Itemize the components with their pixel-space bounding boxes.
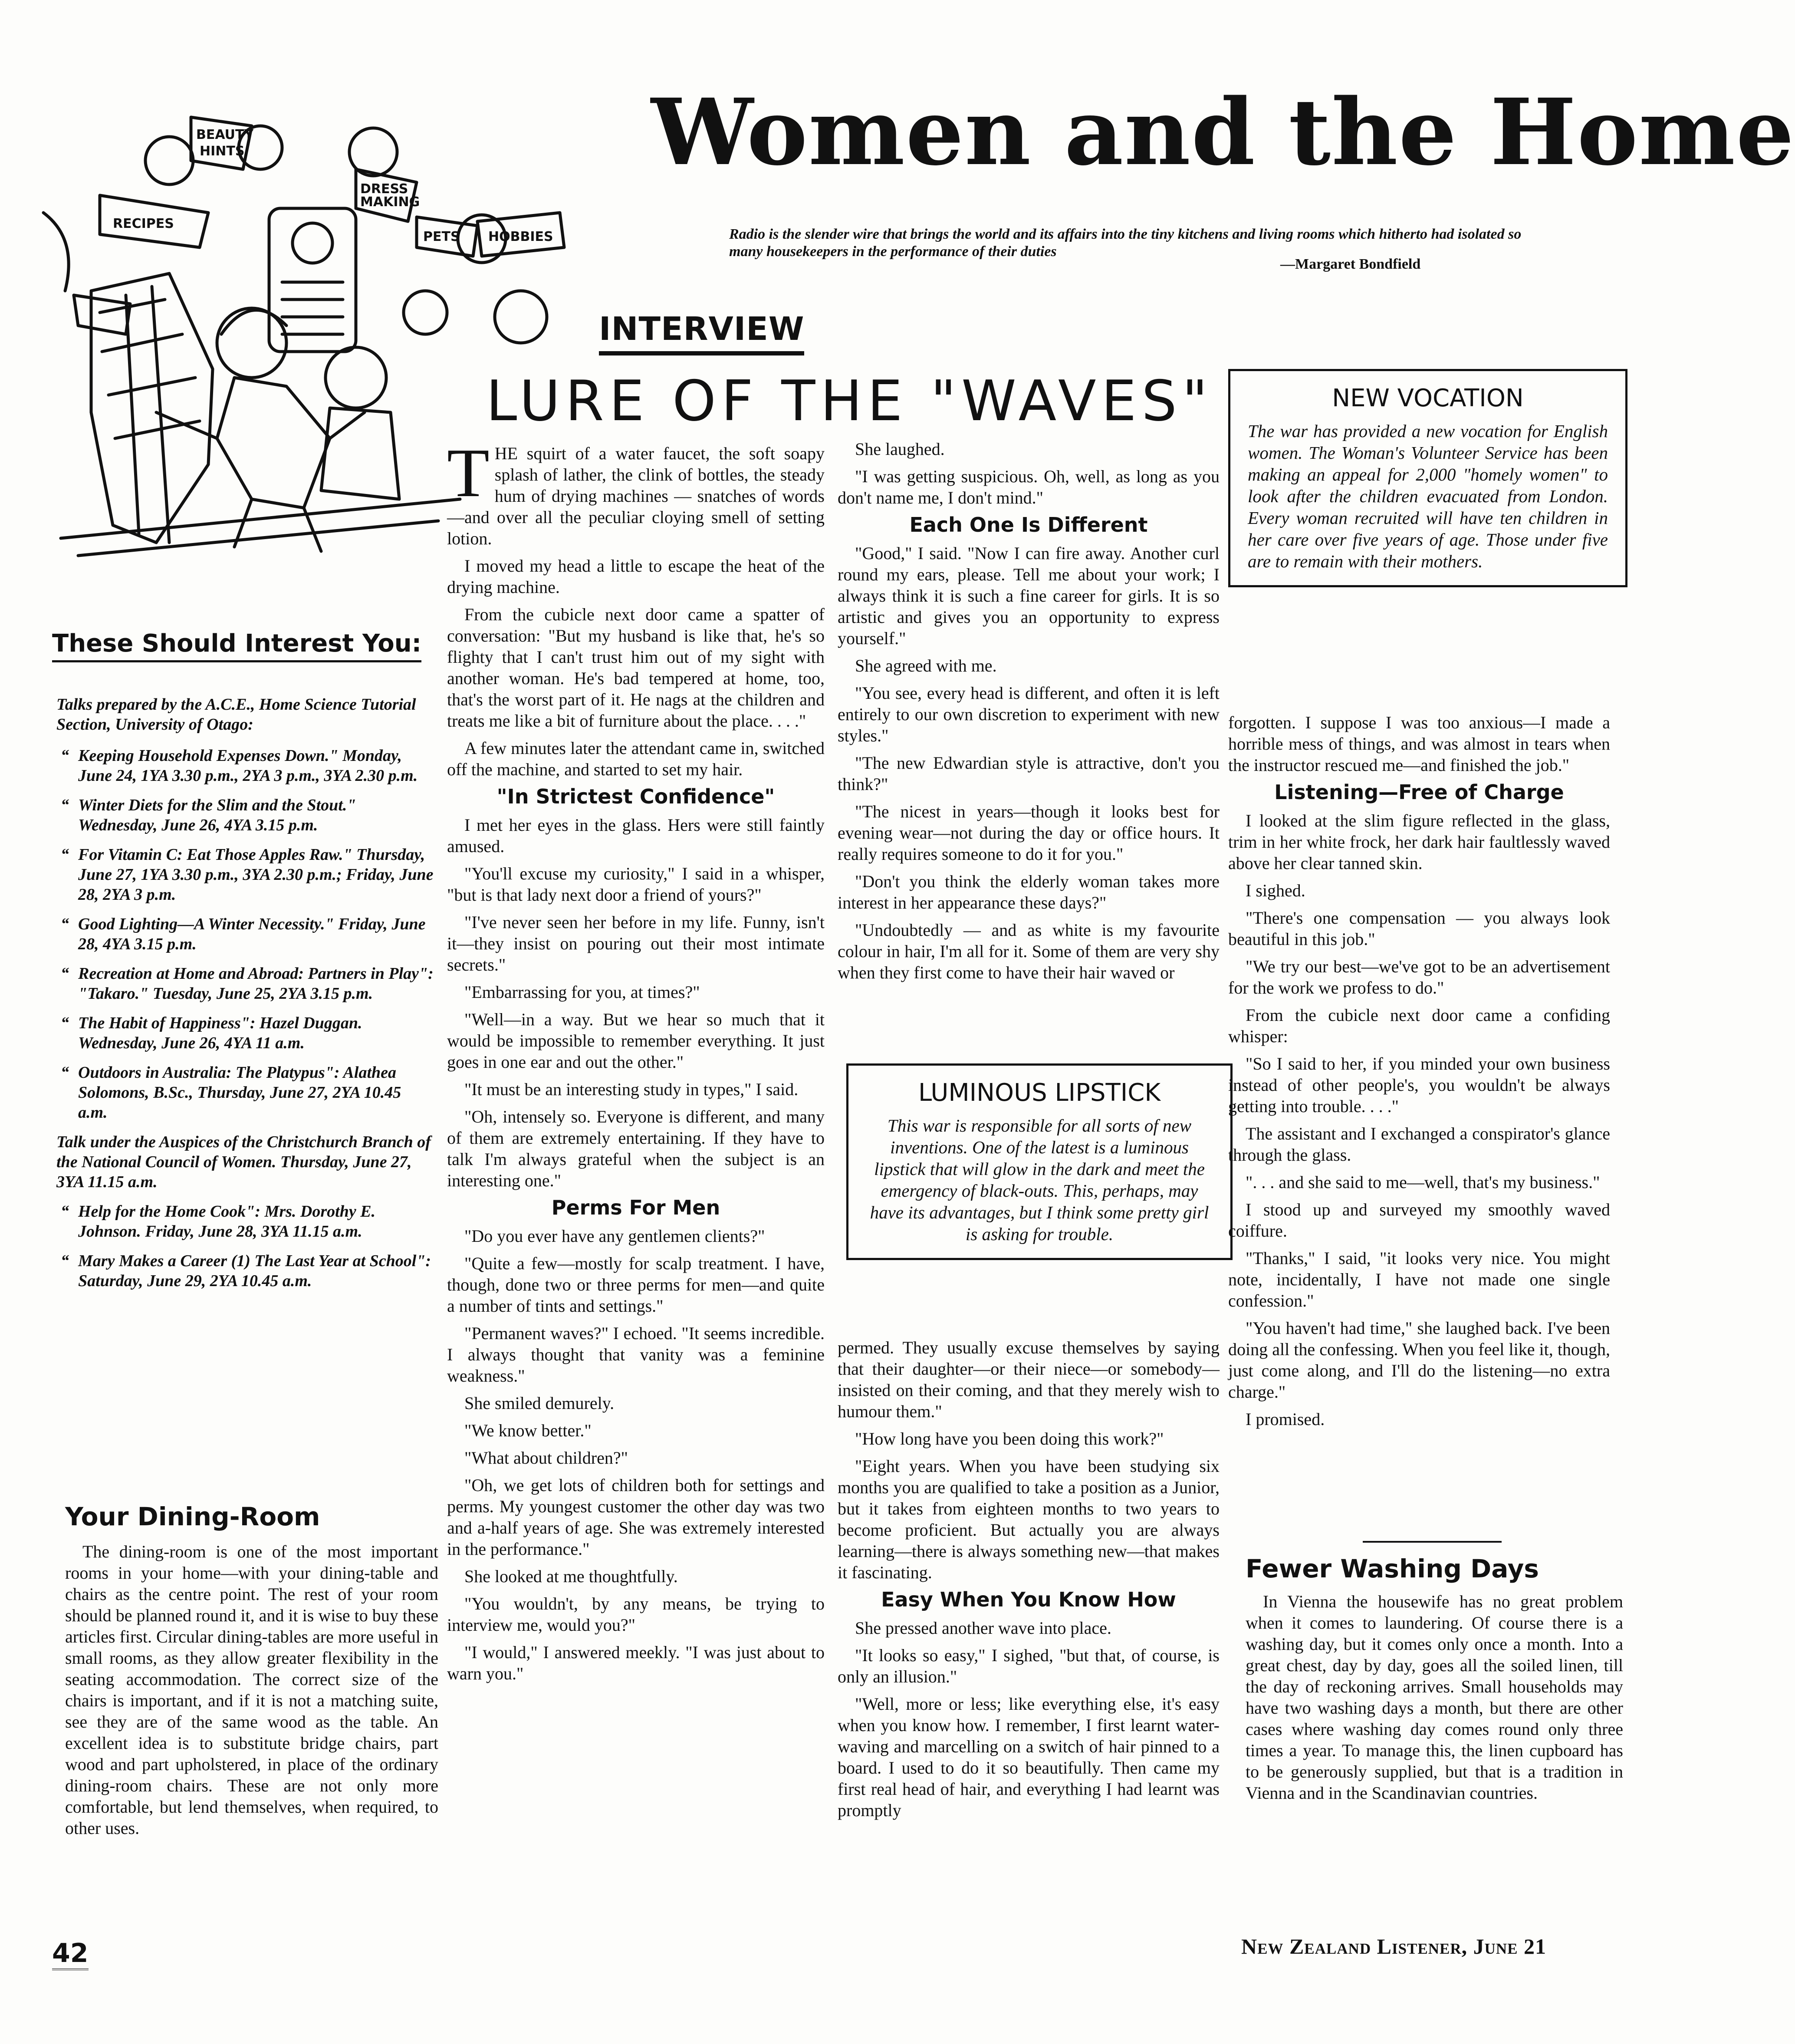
masthead-quote: Radio is the slender wire that brings the world and its affairs into the tiny kitchens and living rooms which hitherto had isolated so many housekeepers in the performance of their duties bbox=[729, 226, 1522, 260]
article-column-2-top bbox=[838, 438, 1220, 989]
talks-heading: These Should Interest You: bbox=[52, 629, 421, 662]
subheading-easy: Easy When You Know How bbox=[881, 1588, 1176, 1611]
article-paragraph: "I was getting suspicious. Oh, well, as long as you don't name me, I don't mind." bbox=[838, 467, 1220, 507]
talks-list-section bbox=[56, 694, 434, 1300]
article-paragraph: "Embarrassing for you, at times?" bbox=[464, 982, 700, 1002]
talk-item: “ Keeping Household Expenses Down." Monday, June 24, 1YA 3.30 p.m., 2YA 3 p.m., 3YA 2.30 p.m. bbox=[56, 746, 434, 786]
article-paragraph: A few minutes later the attendant came in, switched off the machine, and started to set my hair. bbox=[447, 738, 825, 779]
article-column-3 bbox=[1228, 712, 1610, 1436]
article-paragraph: forgotten. I suppose I was too anxious—I made a horrible mess of things, and was almost in tears when the instructor rescued me—and finished the job." bbox=[1228, 713, 1610, 775]
article-paragraph: The assistant and I exchanged a conspirator's glance through the glass. bbox=[1228, 1124, 1610, 1165]
article-paragraph: I stood up and surveyed my smoothly waved coiffure. bbox=[1228, 1200, 1610, 1241]
article-paragraph: She agreed with me. bbox=[855, 656, 997, 675]
article-paragraph: "Well—in a way. But we hear so much that it would be impossible to remember everything. It just goes in one ear and out the other." bbox=[447, 1010, 825, 1072]
talk-item-plain: Talk under the Auspices of the Christchurch Branch of the National Council of Women. Thursday, June 27, 3YA 11.15 a.m. bbox=[56, 1133, 431, 1191]
article-paragraph: I met her eyes in the glass. Hers were still faintly amused. bbox=[447, 815, 825, 856]
vocation-body: The war has provided a new vocation for English women. The Woman's Volunteer Service has been making an appeal for 2,000 "homely women" to look after the children evacuated from London. Every woman recruited will have ten children in her care over five years of age. Those under five are to remain with their mothers. bbox=[1248, 421, 1608, 571]
article-paragraph: "Quite a few—mostly for scalp treatment. I have, though, done two or three perms for men—and quite a number of tints and settings." bbox=[447, 1254, 825, 1316]
article-paragraph: "The nicest in years—though it looks best for evening wear—not during the day or office hours. It really requires someone to do it for you." bbox=[838, 802, 1220, 864]
article-column-2-bottom bbox=[838, 1337, 1220, 1827]
article-paragraph: She looked at me thoughtfully. bbox=[464, 1567, 678, 1586]
article-paragraph: From the cubicle next door came a spatter of conversation: "But my husband is like that, he's so flighty that I can't trust him out of my sight with another woman. He's bad tempered at home, too, that's the worst part of it. He nags at the children and treats me like a bit of furniture about the place. . . ." bbox=[447, 605, 825, 731]
publication-footer: New Zealand Listener, June 21 bbox=[1241, 1934, 1547, 1958]
article-paragraph: I looked at the slim figure reflected in the glass, trim in her white frock, her dark hair faultlessly waved above her clear tanned skin. bbox=[1228, 811, 1610, 873]
talk-item: “ Outdoors in Australia: The Platypus": Alathea Solomons, B.Sc., Thursday, June 27, 2YA 10.45 a.m. bbox=[56, 1063, 434, 1122]
article-paragraph: I sighed. bbox=[1246, 881, 1305, 900]
article-column-1 bbox=[447, 434, 825, 1690]
washing-body: In Vienna the housewife has no great problem when it comes to laundering. Of course there is a washing day, but it comes only once a month. Into a great chest, day by day, goes all the soiled linen, till the day of reckoning arrives. Small households may have two washing days a month, but there are other cases where washing day comes round only three times a year. To manage this, the linen cupboard has to be generously supplied, but that is a tradition in Vienna and in the Scandinavian countries. bbox=[1246, 1592, 1623, 1803]
illus-label-pets: PETS bbox=[423, 229, 460, 244]
article-paragraph: "Oh, intensely so. Everyone is different, and many of them are extremely entertaining. If they have to talk I'm always grateful when the subject is an interesting one." bbox=[447, 1107, 825, 1190]
article-paragraph: "It must be an interesting study in types," I said. bbox=[464, 1080, 799, 1099]
article-paragraph: "We know better." bbox=[464, 1421, 592, 1440]
illus-label-hobbies: HOBBIES bbox=[488, 229, 553, 244]
article-dropcap: T bbox=[447, 434, 490, 511]
article-paragraph: "Eight years. When you have been studying six months you are qualified to take a position as a Junior, but it takes from eighteen months to two years to become proficient. But actually you are always learning—there is always something new—that makes it fascinating. bbox=[838, 1456, 1220, 1582]
illus-label-dress: DRESS bbox=[360, 181, 408, 197]
vocation-box bbox=[1228, 369, 1627, 587]
talks-intro: Talks prepared by the A.C.E., Home Science Tutorial Section, University of Otago: bbox=[56, 695, 416, 734]
talk-item: “ Recreation at Home and Abroad: Partners in Play": "Takaro." Tuesday, June 25, 2YA 3.15 p.m. bbox=[56, 964, 434, 1004]
article-paragraph: "Well, more or less; like everything else, it's easy when you know how. I remember, I first learnt water-waving and marcelling on a switch of hair pinned to a board. I used to do it so beautifully. Then came my first real head of hair, and everything I had learnt was promptly bbox=[838, 1694, 1220, 1820]
talks-list-2 bbox=[56, 1201, 434, 1291]
dining-article bbox=[65, 1541, 438, 1845]
article-paragraph: "Permanent waves?" I echoed. "It seems incredible. I always thought that vanity was a feminine weakness." bbox=[447, 1323, 825, 1386]
article-headline: LURE OF THE "WAVES" bbox=[486, 369, 1213, 434]
talk-item: “ Help for the Home Cook": Mrs. Dorothy E. Johnson. Friday, June 28, 3YA 11.15 a.m. bbox=[56, 1201, 434, 1241]
article-paragraph: She laughed. bbox=[855, 439, 945, 459]
article-paragraph: "You wouldn't, by any means, be trying to interview me, would you?" bbox=[447, 1594, 825, 1635]
article-paragraph: She pressed another wave into place. bbox=[855, 1618, 1111, 1638]
subheading-perms: Perms For Men bbox=[551, 1196, 720, 1219]
article-paragraph: "So I said to her, if you minded your own business instead of other people's, you wouldn't be always getting into trouble. . . ." bbox=[1228, 1054, 1610, 1116]
washing-heading: Fewer Washing Days bbox=[1246, 1554, 1539, 1583]
masthead-title: Women and the Home bbox=[651, 79, 1795, 186]
article-paragraph: "Thanks," I said, "it looks very nice. You might note, incidentally, I have not made one single confession." bbox=[1228, 1248, 1610, 1310]
article-paragraph: "How long have you been doing this work?" bbox=[855, 1429, 1164, 1448]
article-paragraph: She smiled demurely. bbox=[464, 1393, 615, 1413]
illus-label-recipes: RECIPES bbox=[113, 216, 174, 231]
article-paragraph: HE squirt of a water faucet, the soft soapy splash of lather, the clink of bottles, the steady hum of drying machines — snatches of words—and over all the peculiar cloying smell of setting lotion. bbox=[447, 444, 825, 548]
article-paragraph: "Don't you think the elderly woman takes more interest in her appearance these days?" bbox=[838, 872, 1220, 912]
article-paragraph: "I would," I answered meekly. "I was just about to warn you." bbox=[447, 1642, 825, 1683]
subheading-listening: Listening—Free of Charge bbox=[1274, 780, 1564, 804]
subheading-confidence: "In Strictest Confidence" bbox=[496, 785, 775, 808]
article-paragraph: "I've never seen her before in my life. Funny, isn't it—they insist on pouring out their most intimate secrets." bbox=[447, 912, 825, 974]
article-paragraph: "We try our best—we've got to be an advertisement for the work we profess to do." bbox=[1228, 957, 1610, 997]
article-paragraph: "Good," I said. "Now I can fire away. Another curl round my ears, please. Tell me about your work; I always think it is such a fine career for girls. It is so artistic and gives you an opportunity to express yourself." bbox=[838, 543, 1220, 648]
article-paragraph: "The new Edwardian style is attractive, don't you think?" bbox=[838, 753, 1220, 794]
article-paragraph: permed. They usually excuse themselves by saying that their daughter—or their niece—or somebody—insisted on their coming, and that they merely wish to humour them." bbox=[838, 1338, 1220, 1421]
illus-label-beauty: BEAUTY bbox=[196, 127, 254, 142]
article-paragraph: "Oh, we get lots of children both for settings and perms. My youngest customer the other day was two and a-half years of age. She was extremely interested in the performance." bbox=[447, 1475, 825, 1559]
article-paragraph: "You see, every head is different, and often it is left entirely to our own discretion to experiment with new styles." bbox=[838, 683, 1220, 745]
article-paragraph: From the cubicle next door came a confiding whisper: bbox=[1228, 1005, 1610, 1046]
illus-label-hints: HINTS bbox=[200, 144, 245, 159]
talks-list bbox=[56, 746, 434, 1122]
washing-article bbox=[1246, 1591, 1623, 1810]
talk-item: “ Winter Diets for the Slim and the Stout." Wednesday, June 26, 4YA 3.15 p.m. bbox=[56, 795, 434, 835]
subheading-different: Each One Is Different bbox=[909, 513, 1148, 537]
illus-label-making: MAKING bbox=[360, 194, 420, 210]
article-paragraph: "Undoubtedly — and as white is my favourite colour in hair, I'm all for it. Some of them are very shy when they first come to have their hair waved or bbox=[838, 920, 1220, 982]
article-paragraph: "It looks so easy," I sighed, "but that, of course, is only an illusion." bbox=[838, 1646, 1220, 1686]
lipstick-box bbox=[846, 1063, 1233, 1260]
article-paragraph: "Do you ever have any gentlemen clients?" bbox=[464, 1226, 765, 1246]
article-paragraph: "You haven't had time," she laughed back. I've been doing all the confessing. When you feel like it, though, just come along, and I'll do the listening—no extra charge." bbox=[1228, 1318, 1610, 1402]
vocation-title: NEW VOCATION bbox=[1332, 384, 1524, 412]
interview-kicker: INTERVIEW bbox=[599, 310, 804, 355]
talk-item: “ For Vitamin C: Eat Those Apples Raw." Thursday, June 27, 1YA 3.30 p.m., 3YA 2.30 p.m.; Friday, June 28, 2YA 3 p.m. bbox=[56, 845, 434, 905]
quote-attribution: —Margaret Bondfield bbox=[1280, 256, 1421, 272]
article-paragraph: I promised. bbox=[1246, 1409, 1325, 1429]
lipstick-title: LUMINOUS LIPSTICK bbox=[918, 1079, 1161, 1107]
article-paragraph: "You'll excuse my curiosity," I said in a whisper, "but is that lady next door a friend of yours?" bbox=[447, 864, 825, 905]
dining-heading: Your Dining-Room bbox=[65, 1502, 320, 1531]
article-paragraph: ". . . and she said to me—well, that's my business." bbox=[1246, 1172, 1600, 1192]
dining-body: The dining-room is one of the most important rooms in your home—with your dining-table and chairs as the centre point. The rest of your room should be planned round it, and it is wise to buy these articles first. Circular dining-tables are more useful in small rooms, as they allow greater flexibility in the seating accommodation. The correct size of the chairs is important, and if it is not a matching suite, see they are of the same wood as the table. An excellent idea is to substitute bridge chairs, part wood and part upholstered, in place of the ordinary dining-room chairs. These are not only more comfortable, but lend themselves, when required, to other uses. bbox=[65, 1542, 438, 1838]
talk-item: “ Good Lighting—A Winter Necessity." Friday, June 28, 4YA 3.15 p.m. bbox=[56, 914, 434, 954]
page-number: 42 bbox=[52, 1938, 89, 1970]
article-paragraph: I moved my head a little to escape the heat of the drying machine. bbox=[447, 556, 825, 597]
article-paragraph: "What about children?" bbox=[464, 1448, 628, 1468]
column-divider bbox=[1363, 1541, 1502, 1543]
lipstick-body: This war is responsible for all sorts of new inventions. One of the latest is a luminous lipstick that will glow in the dark and meet the emergency of black-outs. This, perhaps, may have its advantages, but I think some pretty girl is asking for trouble. bbox=[870, 1116, 1209, 1244]
talk-item: “ Mary Makes a Career (1) The Last Year at School": Saturday, June 29, 2YA 10.45 a.m. bbox=[56, 1251, 434, 1291]
article-paragraph: "There's one compensation — you always look beautiful in this job." bbox=[1228, 908, 1610, 949]
talk-item: “ The Habit of Happiness": Hazel Duggan. Wednesday, June 26, 4YA 11 a.m. bbox=[56, 1013, 434, 1053]
